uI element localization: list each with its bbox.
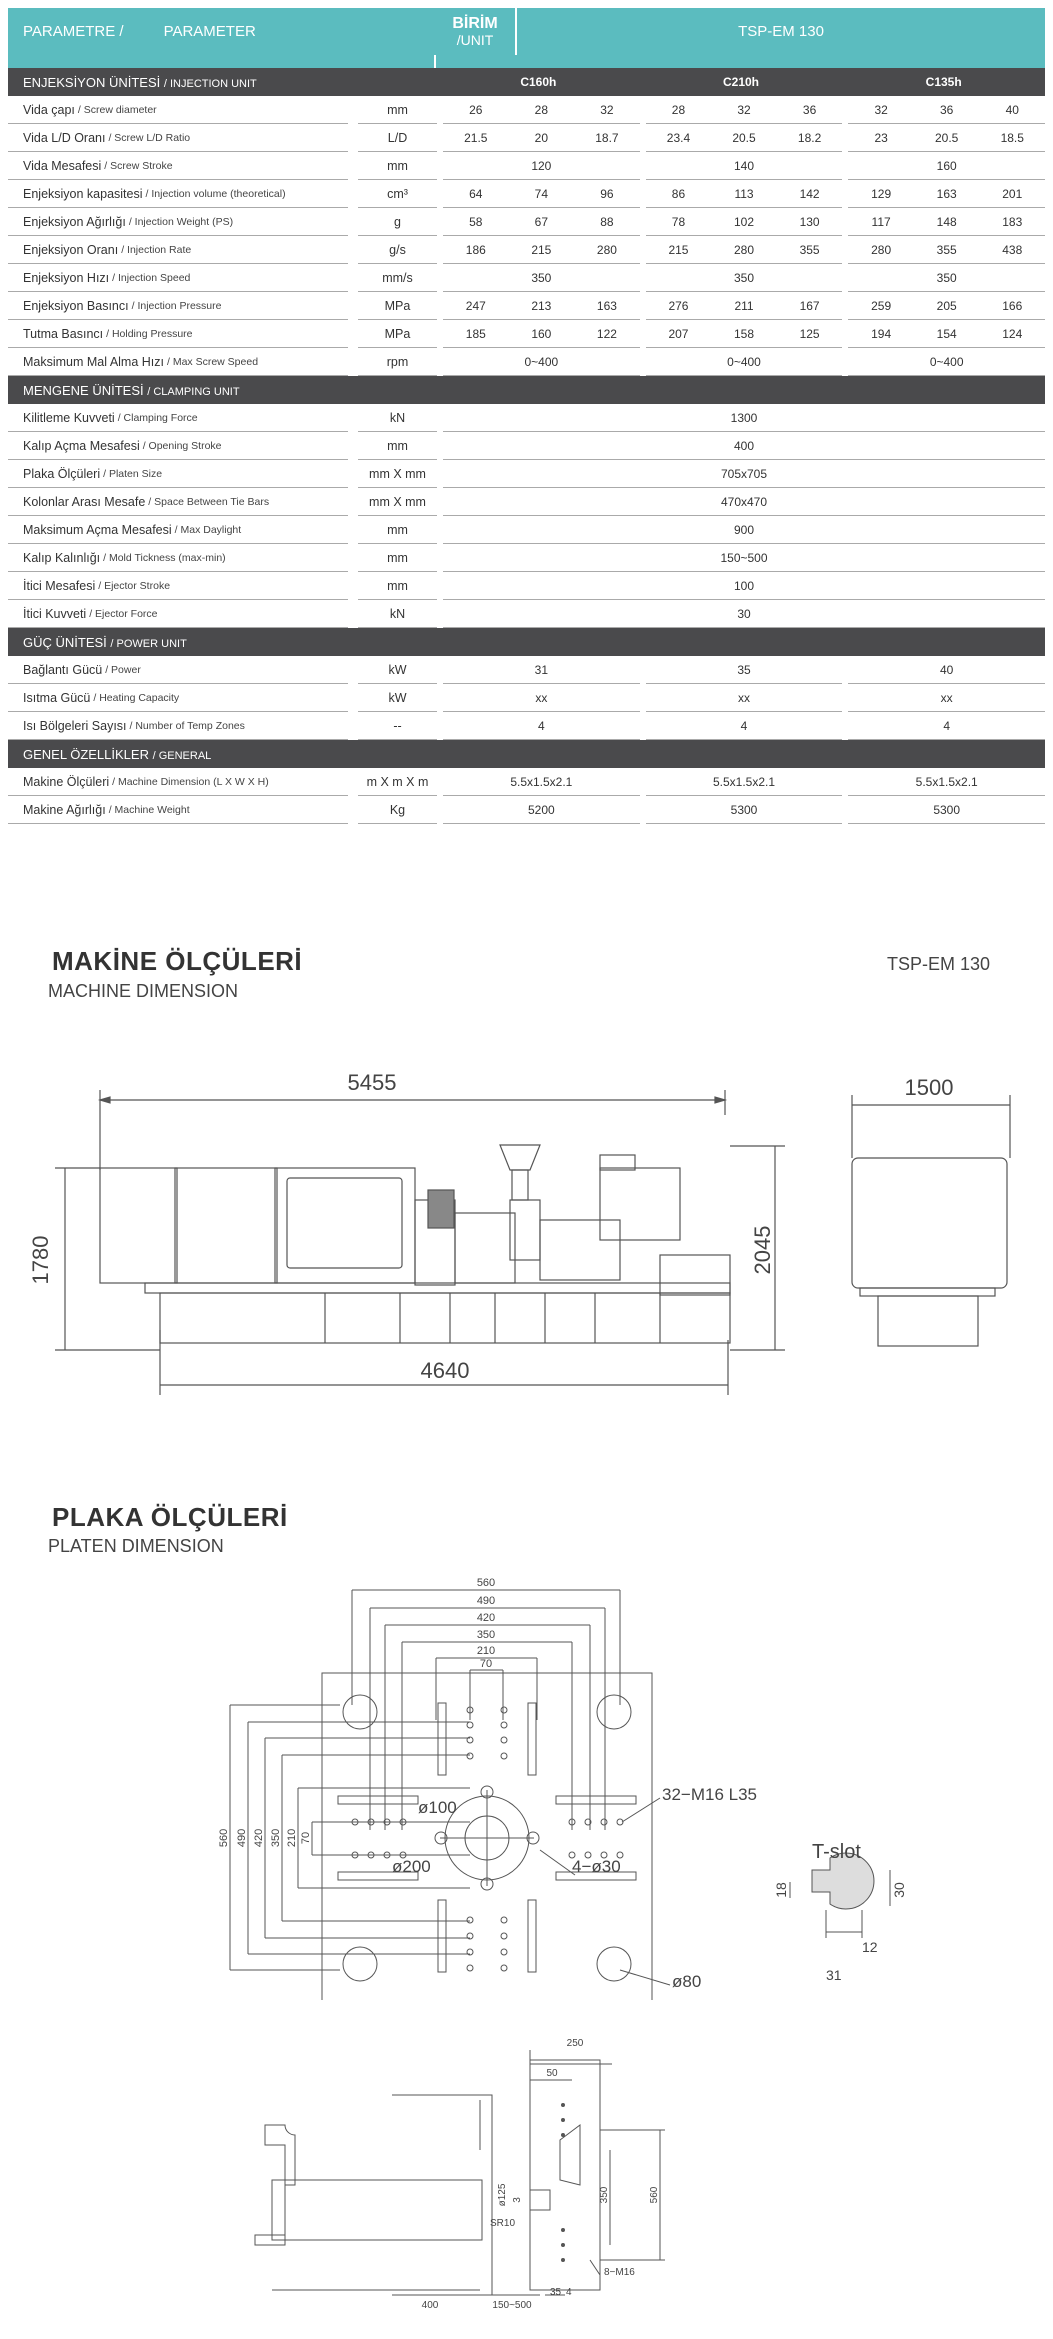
value-cell: 40 xyxy=(848,656,1045,684)
row-name: Maksimum Açma Mesafesi / Max Daylight xyxy=(8,516,348,544)
row-name: Kolonlar Arası Mesafe / Space Between Tie Bars xyxy=(8,488,348,516)
value-cell: 26 xyxy=(469,102,483,117)
value-cell: 21.5 xyxy=(464,130,488,145)
section-injection: ENJEKSİYON ÜNİTESİ / INJECTION UNIT C160h C210h C135h xyxy=(8,68,1045,96)
side-dim-560: 560 xyxy=(218,1828,230,1848)
value-cell: 163 xyxy=(936,186,957,201)
value-cell: 74 xyxy=(534,186,549,201)
dim-width: 1500 xyxy=(904,1075,954,1100)
row-unit: L/D xyxy=(358,124,437,152)
row-unit: Kg xyxy=(358,796,437,824)
value-cell: 117 xyxy=(871,214,891,229)
table-row xyxy=(8,768,1045,796)
side-d50: 50 xyxy=(546,2068,558,2079)
value-group xyxy=(443,180,640,208)
value-cell: 32 xyxy=(600,102,614,117)
value-cell: 30 xyxy=(443,600,1045,628)
value-cell: 163 xyxy=(596,298,617,313)
value-cell: 36 xyxy=(802,102,817,117)
value-cell: 102 xyxy=(734,214,755,229)
table-row xyxy=(8,796,1045,824)
section-clamping: MENGENE ÜNİTESİ / CLAMPING UNIT xyxy=(8,376,1045,404)
value-cell: 5300 xyxy=(646,796,843,824)
header-unit-tr: BİRİM xyxy=(452,14,498,32)
table-row xyxy=(8,404,1045,432)
row-unit: mm xyxy=(358,432,437,460)
value-cell: 186 xyxy=(465,242,486,257)
table-row xyxy=(8,516,1045,544)
tslot-d12: 12 xyxy=(862,1939,878,1955)
row-unit: mm xyxy=(358,544,437,572)
value-cell: 32 xyxy=(737,102,751,117)
value-cell: 28 xyxy=(534,102,549,117)
value-group xyxy=(443,124,640,152)
row-name: Vida çapı / Screw diameter xyxy=(8,96,348,124)
table-row xyxy=(8,572,1045,600)
value-cell: 100 xyxy=(443,572,1045,600)
row-name: Kalıp Kalınlığı / Mold Tickness (max-min) xyxy=(8,544,348,572)
value-cell: 438 xyxy=(1002,242,1023,257)
platen-front-drawing xyxy=(0,1570,1053,2000)
row-unit: rpm xyxy=(358,348,437,376)
tslot-d30: 30 xyxy=(891,1882,907,1898)
row-unit: mm xyxy=(358,96,437,124)
value-cell: 129 xyxy=(871,186,892,201)
value-cell: 124 xyxy=(1002,326,1023,341)
value-cell: xx xyxy=(848,684,1045,712)
row-name: İtici Mesafesi / Ejector Stroke xyxy=(8,572,348,600)
header-param-en: PARAMETER xyxy=(163,23,256,40)
value-group xyxy=(848,236,1045,264)
value-cell: 183 xyxy=(1002,214,1023,229)
row-unit: mm/s xyxy=(358,264,437,292)
value-cell: 259 xyxy=(871,298,892,313)
value-cell: 158 xyxy=(734,326,755,341)
table-row xyxy=(8,152,1045,180)
side-m16: 8−M16 xyxy=(604,2267,635,2278)
section-power: GÜÇ ÜNİTESİ / POWER UNIT xyxy=(8,628,1045,656)
value-cell: 400 xyxy=(443,432,1045,460)
spec-table xyxy=(8,8,1045,824)
value-cell: 201 xyxy=(1002,186,1023,201)
value-group xyxy=(443,292,640,320)
side-d400: 400 xyxy=(421,2300,439,2311)
value-cell: 4 xyxy=(646,712,843,740)
value-group xyxy=(646,292,843,320)
value-group xyxy=(443,236,640,264)
value-group xyxy=(443,96,640,124)
value-group xyxy=(848,320,1045,348)
table-row xyxy=(8,544,1045,572)
side-dim-420: 420 xyxy=(253,1828,265,1848)
side-d250: 250 xyxy=(566,2038,584,2049)
screw-type: C210h xyxy=(722,75,760,89)
table-row xyxy=(8,684,1045,712)
row-unit: kN xyxy=(358,404,437,432)
value-group xyxy=(646,208,843,236)
value-cell: 78 xyxy=(671,214,686,229)
value-cell: 185 xyxy=(465,326,486,341)
side-dim-70: 70 xyxy=(300,1831,312,1845)
value-cell: 350 xyxy=(443,264,640,292)
value-cell: 211 xyxy=(734,298,754,313)
row-unit: MPa xyxy=(358,292,437,320)
table-row xyxy=(8,432,1045,460)
row-name: Tutma Basıncı / Holding Pressure xyxy=(8,320,348,348)
value-cell: 20.5 xyxy=(732,130,756,145)
machine-dimension-subtitle: MACHINE DIMENSION xyxy=(48,981,239,1001)
table-row xyxy=(8,208,1045,236)
side-sr10: SR10 xyxy=(490,2218,516,2229)
row-name: Bağlantı Gücü / Power xyxy=(8,656,348,684)
row-unit: mm xyxy=(358,572,437,600)
section-general: GENEL ÖZELLİKLER / GENERAL xyxy=(8,740,1045,768)
side-d3: 3 xyxy=(512,2197,523,2203)
value-cell: 23 xyxy=(874,130,888,145)
table-row xyxy=(8,264,1045,292)
value-cell: 113 xyxy=(734,186,754,201)
side-dim-490: 490 xyxy=(236,1828,248,1848)
value-cell: 20.5 xyxy=(935,130,959,145)
row-unit: g xyxy=(358,208,437,236)
value-group xyxy=(646,320,843,348)
value-cell: 86 xyxy=(671,186,686,201)
row-name: Kilitleme Kuvveti / Clamping Force xyxy=(8,404,348,432)
header-unit-en: /UNIT xyxy=(456,31,494,48)
value-cell: 4 xyxy=(848,712,1045,740)
side-d4: 4 xyxy=(566,2287,572,2298)
row-name: Makine Ağırlığı / Machine Weight xyxy=(8,796,348,824)
row-unit: kW xyxy=(358,684,437,712)
value-cell: 1300 xyxy=(443,404,1045,432)
value-group xyxy=(443,320,640,348)
table-row xyxy=(8,600,1045,628)
row-unit: cm³ xyxy=(358,180,437,208)
value-cell: 88 xyxy=(600,214,614,229)
table-row xyxy=(8,320,1045,348)
side-d560: 560 xyxy=(649,2186,660,2204)
value-cell: 36 xyxy=(940,102,954,117)
platen-side-drawing xyxy=(0,2030,1053,2330)
value-cell: 142 xyxy=(799,186,820,201)
table-row xyxy=(8,180,1045,208)
value-cell: 18.2 xyxy=(797,130,822,145)
value-cell: 20 xyxy=(534,130,549,145)
row-name: Makine Ölçüleri / Machine Dimension (L X W X H) xyxy=(8,768,348,796)
table-row xyxy=(8,236,1045,264)
row-name: Plaka Ölçüleri / Platen Size xyxy=(8,460,348,488)
value-cell: 160 xyxy=(848,152,1045,180)
row-unit: m X m X m xyxy=(358,768,437,796)
row-name: Enjeksiyon Oranı / Injection Rate xyxy=(8,236,348,264)
row-unit: -- xyxy=(358,712,437,740)
dim-height-right: 2045 xyxy=(750,1225,775,1275)
row-name: Vida Mesafesi / Screw Stroke xyxy=(8,152,348,180)
value-cell: 125 xyxy=(799,326,820,341)
value-cell: 213 xyxy=(531,298,552,313)
value-cell: 0~400 xyxy=(646,348,843,376)
header-gap xyxy=(8,55,1045,68)
row-name: Enjeksiyon kapasitesi / Injection volume (theoretical) xyxy=(8,180,348,208)
platen-dimension-subtitle: PLATEN DIMENSION xyxy=(48,1536,224,1556)
screw-type: C135h xyxy=(925,75,962,89)
value-cell: 18.7 xyxy=(595,130,619,145)
value-cell: 350 xyxy=(646,264,843,292)
row-name: Maksimum Mal Alma Hızı / Max Screw Speed xyxy=(8,348,348,376)
value-cell: 31 xyxy=(443,656,640,684)
value-cell: 18.5 xyxy=(1000,130,1024,145)
value-cell: 166 xyxy=(1002,298,1023,313)
value-cell: 5300 xyxy=(848,796,1045,824)
value-group xyxy=(848,292,1045,320)
side-d125: ø125 xyxy=(497,2183,508,2207)
value-cell: 276 xyxy=(668,298,689,313)
value-group xyxy=(848,208,1045,236)
value-cell: 58 xyxy=(469,214,483,229)
value-cell: 205 xyxy=(936,298,957,313)
row-unit: kN xyxy=(358,600,437,628)
table-row xyxy=(8,292,1045,320)
value-cell: 140 xyxy=(646,152,843,180)
value-cell: 154 xyxy=(936,326,957,341)
row-name: Vida L/D Oranı / Screw L/D Ratio xyxy=(8,124,348,152)
row-unit: MPa xyxy=(358,320,437,348)
value-group xyxy=(646,96,843,124)
value-cell: 355 xyxy=(936,242,957,257)
value-cell: 32 xyxy=(874,102,888,117)
value-cell: 5.5x1.5x2.1 xyxy=(646,768,843,796)
table-row xyxy=(8,124,1045,152)
top-dim-210: 210 xyxy=(476,1645,496,1657)
row-name: Isıtma Gücü / Heating Capacity xyxy=(8,684,348,712)
table-header xyxy=(8,8,1045,55)
header-param-tr: PARAMETRE / xyxy=(23,23,124,40)
row-unit: mm xyxy=(358,516,437,544)
tslot-title: T-slot xyxy=(812,1841,861,1863)
value-group xyxy=(646,124,843,152)
value-cell: 64 xyxy=(469,186,483,201)
value-cell: 215 xyxy=(668,242,689,257)
value-cell: 280 xyxy=(871,242,892,257)
row-name: Isı Bölgeleri Sayısı / Number of Temp Zones xyxy=(8,712,348,740)
value-cell: 120 xyxy=(443,152,640,180)
value-cell: 350 xyxy=(848,264,1045,292)
top-dim-420: 420 xyxy=(476,1612,496,1624)
side-d35: 35 xyxy=(550,2287,562,2298)
row-name: Kalıp Açma Mesafesi / Opening Stroke xyxy=(8,432,348,460)
row-unit: mm X mm xyxy=(358,460,437,488)
dim-height-left: 1780 xyxy=(28,1235,53,1285)
screw-type: C160h xyxy=(520,75,557,89)
value-cell: 148 xyxy=(936,214,957,229)
value-cell: 280 xyxy=(596,242,617,257)
value-cell: 900 xyxy=(443,516,1045,544)
platen-dimension-title: PLAKA ÖLÇÜLERİ xyxy=(52,1502,288,1532)
top-dim-350: 350 xyxy=(476,1629,496,1641)
row-unit: mm X mm xyxy=(358,488,437,516)
row-unit: mm xyxy=(358,152,437,180)
value-cell: 5.5x1.5x2.1 xyxy=(443,768,640,796)
label-d100: ø100 xyxy=(418,1798,457,1817)
side-d150: 150~500 xyxy=(492,2300,532,2311)
table-row xyxy=(8,348,1045,376)
value-cell: 23.4 xyxy=(666,130,691,145)
value-cell: 0~400 xyxy=(443,348,640,376)
value-cell: 5.5x1.5x2.1 xyxy=(848,768,1045,796)
value-cell: 247 xyxy=(465,298,486,313)
value-group xyxy=(443,208,640,236)
table-row xyxy=(8,656,1045,684)
value-cell: 150~500 xyxy=(443,544,1045,572)
machine-dimension-title: MAKİNE ÖLÇÜLERİ xyxy=(52,946,303,976)
value-group xyxy=(848,180,1045,208)
value-group xyxy=(646,236,843,264)
dim-length: 5455 xyxy=(347,1070,397,1095)
tslot-d31: 31 xyxy=(826,1967,842,1983)
value-cell: 215 xyxy=(531,242,552,257)
value-cell: 4 xyxy=(443,712,640,740)
side-dim-350: 350 xyxy=(270,1828,282,1848)
machine-dimension-drawing xyxy=(0,1050,1053,1410)
value-cell: 160 xyxy=(531,326,552,341)
label-d200: ø200 xyxy=(392,1857,431,1876)
table-row xyxy=(8,712,1045,740)
table-row xyxy=(8,488,1045,516)
value-cell: 470x470 xyxy=(443,488,1045,516)
value-cell: 0~400 xyxy=(848,348,1045,376)
row-name: Enjeksiyon Basıncı / Injection Pressure xyxy=(8,292,348,320)
value-cell: 280 xyxy=(734,242,755,257)
label-d80: ø80 xyxy=(672,1972,702,1991)
top-dim-560: 560 xyxy=(476,1577,496,1589)
table-row xyxy=(8,96,1045,124)
value-group xyxy=(848,124,1045,152)
value-group xyxy=(848,96,1045,124)
value-cell: xx xyxy=(646,684,843,712)
row-name: Enjeksiyon Hızı / Injection Speed xyxy=(8,264,348,292)
row-name: Enjeksiyon Ağırlığı / Injection Weight (PS) xyxy=(8,208,348,236)
value-cell: 67 xyxy=(534,214,549,229)
top-dim-490: 490 xyxy=(476,1595,496,1607)
value-cell: 40 xyxy=(1005,102,1019,117)
value-cell: 355 xyxy=(799,242,820,257)
value-cell: 96 xyxy=(600,186,614,201)
value-cell: 5200 xyxy=(443,796,640,824)
value-cell: 28 xyxy=(671,102,686,117)
value-cell: 122 xyxy=(596,326,617,341)
row-unit: kW xyxy=(358,656,437,684)
value-cell: 35 xyxy=(646,656,843,684)
value-cell: 194 xyxy=(871,326,892,341)
row-name: İtici Kuvveti / Ejector Force xyxy=(8,600,348,628)
side-dim-210: 210 xyxy=(286,1828,298,1848)
table-row xyxy=(8,460,1045,488)
side-d350: 350 xyxy=(599,2186,610,2204)
label-holes: 32−M16 L35 xyxy=(662,1785,757,1804)
header-model: TSP-EM 130 xyxy=(515,8,1045,55)
value-cell: xx xyxy=(443,684,640,712)
dim-base: 4640 xyxy=(420,1358,470,1383)
value-cell: 705x705 xyxy=(443,460,1045,488)
value-cell: 207 xyxy=(668,326,689,341)
tslot-d18: 18 xyxy=(773,1882,789,1898)
row-unit: g/s xyxy=(358,236,437,264)
top-dim-70: 70 xyxy=(479,1658,493,1670)
label-d30: 4−ø30 xyxy=(572,1857,621,1876)
machine-model-label: TSP-EM 130 xyxy=(887,954,991,974)
value-cell: 130 xyxy=(799,214,820,229)
value-cell: 167 xyxy=(799,298,820,313)
value-group xyxy=(646,180,843,208)
